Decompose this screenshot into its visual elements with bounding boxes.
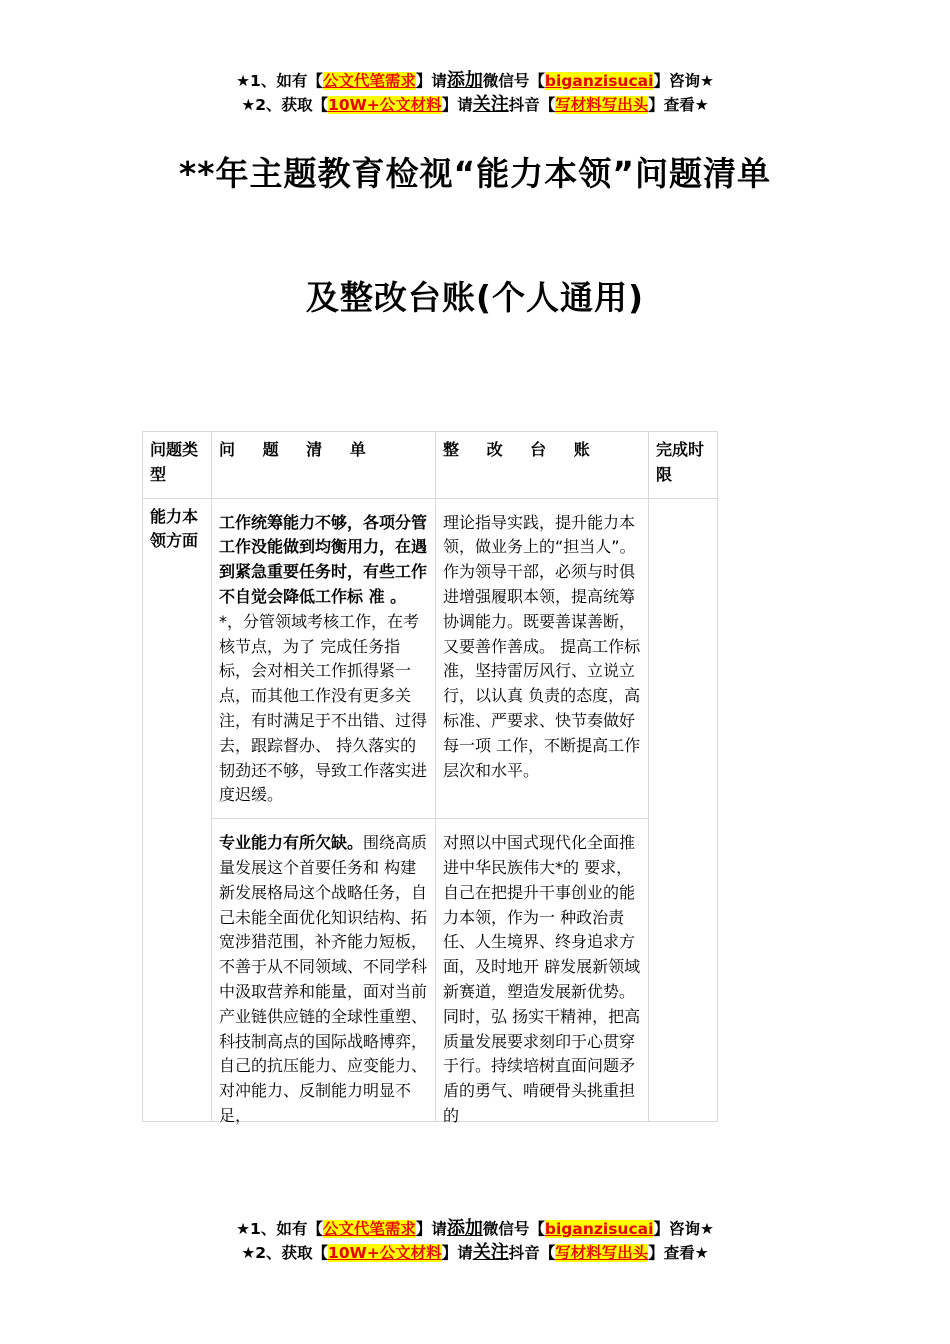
promo-douyin-account: 写材料写出头	[555, 1244, 649, 1262]
deadline-cell	[649, 498, 718, 1122]
promo-text: 微信号【	[482, 1220, 545, 1238]
promo-text: 微信号【	[482, 72, 545, 90]
promo-highlight: 公文代笔需求	[322, 72, 416, 90]
promo-text: 抖音【	[508, 96, 556, 114]
problem-ledger-table	[142, 431, 718, 1125]
header-problem-type: 问题类型	[143, 432, 212, 499]
rectification-cell: 理论指导实践，提升能力本领，做业务上的“担当人”。作为领导干部，必须与时俱进增强履职本领，提高统筹协调能力。既要善谋善断，又要善作善成。 提高工作标准，坚持雷厉风行、立说立行，以认真 负责的态度，高标准、严要求、快节奏做好每一项 工作，不断提高工作层次和水平。	[436, 498, 649, 819]
promo-text: 】咨询★	[653, 72, 714, 90]
promo-highlight: 公文代笔需求	[322, 1220, 416, 1238]
promo-line-2	[0, 93, 950, 117]
table-row	[143, 498, 718, 819]
table-header-row	[143, 432, 718, 499]
document-title: **年主题教育检视“能力本领”问题清单	[179, 154, 771, 193]
header-problem-list: 问 题 清 单	[212, 432, 436, 499]
promo-wechat-id: biganzisucai	[544, 1220, 654, 1238]
problem-detail: 围绕高质量发展这个首要任务和 构建新发展格局这个战略任务，自己未能全面优化知识结构、拓宽涉猎范围，补齐能力短板，不善于从不同领域、不同学科中汲取营养和能量，面对当前产业链供应链的全球性重塑、科技制高点的国际战略博弈，自己的抗压能力、应变能力、对冲能力、反制能力明显不足，	[219, 833, 428, 1125]
document-subtitle: 及整改台账(个人通用)	[305, 278, 645, 317]
promo-text: 】查看★	[648, 96, 709, 114]
promo-line-1	[0, 69, 950, 93]
promo-line-2	[0, 1241, 950, 1265]
promo-banner-bottom	[0, 1217, 950, 1265]
problem-heading: 工作统筹能力不够，各项分管工作没能做到均衡用力，在遇到紧急重要任务时，有些工作不自觉会降低工作标 准 。	[219, 512, 428, 606]
promo-wechat-id: biganzisucai	[544, 72, 654, 90]
problem-cell	[212, 819, 436, 1125]
promo-text: ★2、获取【	[241, 1244, 329, 1262]
promo-text: ★1、如有【	[236, 1220, 323, 1238]
promo-text: 】请	[441, 1244, 473, 1262]
promo-highlight: 10W+公文材料	[328, 96, 442, 114]
promo-text: ★2、获取【	[241, 96, 329, 114]
promo-text: 】请	[415, 1220, 447, 1238]
promo-highlight: 10W+公文材料	[328, 1244, 442, 1262]
promo-text: 抖音【	[508, 1244, 556, 1262]
promo-line-1	[0, 1217, 950, 1241]
promo-text: 】请	[441, 96, 473, 114]
promo-text: 】查看★	[648, 1244, 709, 1262]
header-rectification: 整 改 台 账	[436, 432, 649, 499]
rectification-cell	[436, 819, 649, 1125]
rectification-text: 对照以中国式现代化全面推进中华民族伟大*的 要求，自己在把提升干事创业的能力本领，作为一 种政治责任、人生境界、终身追求方面，及时地开 辟发展新领域新赛道，塑造发展新优势。同时，弘 扬实干精神，把高质量发展要求刻印于心贯穿于行。持续培树直面问题矛盾的勇气、啃硬骨头挑重担的	[443, 833, 641, 1125]
promo-emphasis: 添加	[446, 70, 483, 91]
problem-heading: 专业能力有所欠缺。	[219, 833, 364, 853]
promo-text: 】咨询★	[653, 1220, 714, 1238]
header-deadline: 完成时限	[649, 432, 718, 499]
promo-emphasis: 关注	[472, 94, 509, 115]
promo-emphasis: 添加	[446, 1218, 483, 1239]
promo-text: 】请	[415, 72, 447, 90]
promo-emphasis: 关注	[472, 1242, 509, 1263]
promo-text: ★1、如有【	[236, 72, 323, 90]
promo-banner-top	[0, 69, 950, 117]
category-cell: 能力本领方面	[143, 498, 212, 1122]
promo-douyin-account: 写材料写出头	[555, 96, 649, 114]
problem-detail: *，分管领域考核工作，在考核节点，为了 完成任务指标，会对相关工作抓得紧一点，而其他工作没有更多关注，有时满足于不出错、过得去，跟踪督办、 持久落实的韧劲还不够，导致工作落实进度迟缓。	[219, 611, 428, 805]
problem-cell	[212, 498, 436, 819]
table-row	[143, 819, 718, 1122]
